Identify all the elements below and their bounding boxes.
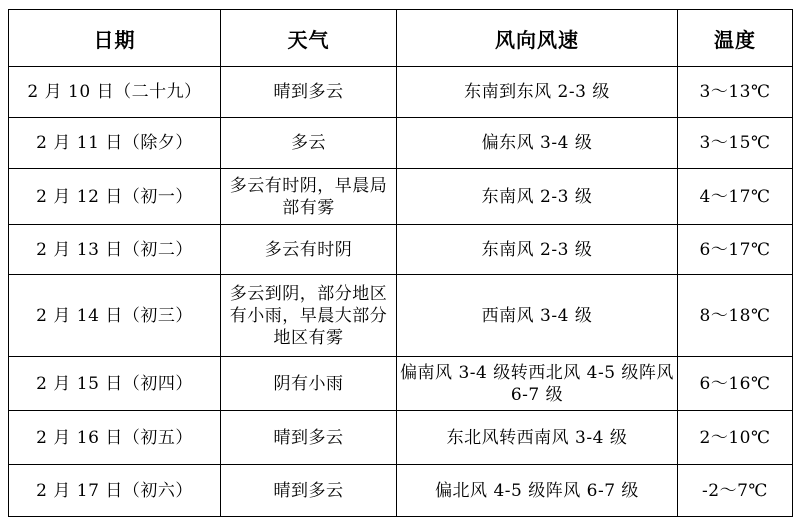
table-row: [9, 275, 793, 357]
weather-cell: 多云有时阴: [221, 225, 397, 275]
weather-cell: 晴到多云: [221, 465, 397, 517]
weather-cell: 多云有时阴，早晨局部有雾: [221, 169, 397, 225]
table-header-row: [9, 10, 793, 67]
weather-cell: 晴到多云: [221, 67, 397, 118]
table-row: [9, 225, 793, 275]
wind-cell: 偏北风 4-5 级阵风 6-7 级: [397, 465, 678, 517]
table-row: [9, 465, 793, 517]
weather-cell: 晴到多云: [221, 411, 397, 465]
wind-cell: 偏东风 3-4 级: [397, 118, 678, 169]
wind-cell: 西南风 3-4 级: [397, 275, 678, 357]
wind-cell: 东南风 2-3 级: [397, 225, 678, 275]
wind-cell: 东南风 2-3 级: [397, 169, 678, 225]
header-temp: 温度: [678, 10, 793, 67]
temp-cell: 4～17℃: [678, 169, 793, 225]
date-cell: 2 月 14 日（初三）: [9, 275, 221, 357]
temp-cell: 8～18℃: [678, 275, 793, 357]
date-cell: 2 月 12 日（初一）: [9, 169, 221, 225]
header-wind: 风向风速: [397, 10, 678, 67]
date-cell: 2 月 15 日（初四）: [9, 357, 221, 411]
temp-cell: 3～13℃: [678, 67, 793, 118]
date-cell: 2 月 16 日（初五）: [9, 411, 221, 465]
date-cell: 2 月 11 日（除夕）: [9, 118, 221, 169]
temp-cell: 3～15℃: [678, 118, 793, 169]
header-date: 日期: [9, 10, 221, 67]
table-row: [9, 118, 793, 169]
date-cell: 2 月 10 日（二十九）: [9, 67, 221, 118]
temp-cell: 2～10℃: [678, 411, 793, 465]
table-row: [9, 169, 793, 225]
table-row: [9, 411, 793, 465]
wind-cell: 东北风转西南风 3-4 级: [397, 411, 678, 465]
date-cell: 2 月 13 日（初二）: [9, 225, 221, 275]
wind-cell: 偏南风 3-4 级转西北风 4-5 级阵风 6-7 级: [397, 357, 678, 411]
table-row: [9, 357, 793, 411]
temp-cell: -2～7℃: [678, 465, 793, 517]
weather-cell: 多云到阴，部分地区有小雨，早晨大部分地区有雾: [221, 275, 397, 357]
weather-forecast-table: [8, 9, 793, 517]
temp-cell: 6～16℃: [678, 357, 793, 411]
date-cell: 2 月 17 日（初六）: [9, 465, 221, 517]
weather-cell: 阴有小雨: [221, 357, 397, 411]
wind-cell: 东南到东风 2-3 级: [397, 67, 678, 118]
header-weather: 天气: [221, 10, 397, 67]
weather-cell: 多云: [221, 118, 397, 169]
temp-cell: 6～17℃: [678, 225, 793, 275]
table-row: [9, 67, 793, 118]
